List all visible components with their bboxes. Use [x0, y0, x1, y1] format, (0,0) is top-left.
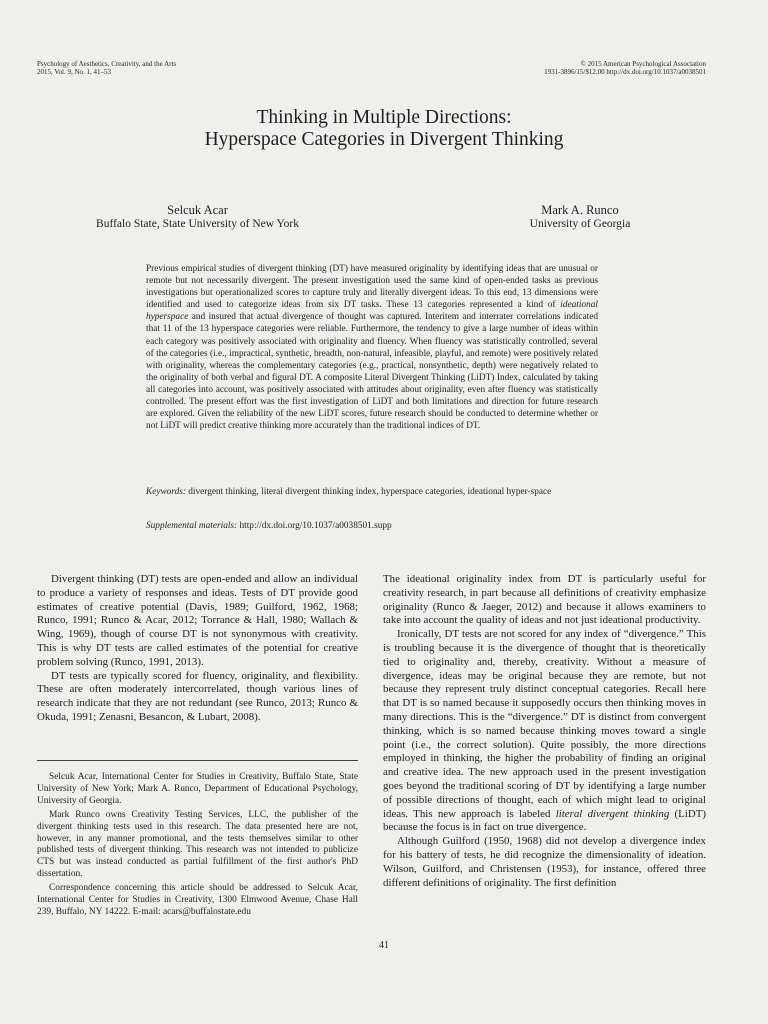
footnote-disclosure: Mark Runco owns Creativity Testing Services, LLC, the publisher of the divergent thinking tests used in this research. The data presented here are not, however, in any manner promotional, and the tests themselves similar to other published tests of divergent thinking. This research was not intended to publicize CTS but was instead conducted as partial fulfillment of the first author's PhD dissertation. — [37, 809, 358, 880]
copyright-line: © 2015 American Psychological Association — [580, 60, 706, 68]
supplemental-label: Supplemental materials: — [146, 521, 238, 531]
title-line-1: Thinking in Multiple Directions: — [256, 107, 512, 128]
keywords-label: Keywords: — [146, 487, 186, 497]
journal-header — [37, 60, 176, 76]
author-1-affiliation: Buffalo State, State University of New York — [96, 218, 299, 230]
article-title — [0, 107, 768, 151]
body-paragraph: Although Guilford (1950, 1968) did not develop a divergence index for his battery of tests, he did recognize the dimensionality of ideation. Wilson, Guilford, and Christensen (1953), for instance, offered three different definitions of originality. The first definition — [383, 835, 706, 889]
body-text: Ironically, DT tests are not scored for any index of “divergence.” This is troubling because it is the divergence of thought that is theoretically tied to originality and, thereby, creativity. Without a measure of divergence, ideas may be original because they are remote, but not because they represent truly distinct conceptual categories. Recall here that DT is so named because it supposedly occurs then thinking moves in many directions. This is the “divergence.” DT is distinct from convergent thinking, which is so named because thinking moves toward a single point (i.e., the correct solution). Quite possibly, the more directions employed in thinking, the higher the probability of finding an original and creative idea. The new approach used in the present investigation goes beyond the traditional scoring of DT by identifying a large number of possible directions of thought, each of which might lead to original ideas. This new approach is labeled — [383, 628, 706, 820]
body-left-column — [37, 573, 358, 725]
journal-volume: 2015, Vol. 9, No. 1, 41–53 — [37, 68, 112, 76]
copyright-header — [544, 60, 706, 76]
body-paragraph: Divergent thinking (DT) tests are open-ended and allow an individual to produce a variety of responses and ideas. Tests of DT provide good estimates of creative potential (Davis, 1989; Guilford, 1962, 1968; Runco, 1991; Runco & Acar, 2012; Torrance & Hall, 1980; Wallach & Wing, 1969), though of course DT is not synonymous with creativity. This is why DT tests are called estimates of the potential for creative problem solving (Runco, 1991, 2013). — [37, 573, 358, 668]
footnote-divider — [37, 760, 358, 761]
doi-line: 1931-3896/15/$12.00 http://dx.doi.org/10.1037/a0038501 — [544, 68, 706, 76]
footnote-affiliations: Selcuk Acar, International Center for Studies in Creativity, Buffalo State, State University of New York; Mark A. Runco, Department of Educational Psychology, University of Georgia. — [37, 772, 358, 806]
abstract-text-1: Previous empirical studies of divergent thinking (DT) have measured originality by identifying ideas that are unusual or remote but not necessarily divergent. The present investigation used the same kind of open-ended tasks as previous investigations but operationalized scores to capture truly and literally divergent ideas. To this end, 13 dimensions were identified and used to categorize ideas from six DT tasks. These 13 categories represented a kind of — [146, 264, 598, 311]
supplemental-materials — [146, 520, 598, 532]
keywords-text: divergent thinking, literal divergent thinking index, hyperspace categories, ideational hyper-space — [185, 487, 552, 497]
title-line-2: Hyperspace Categories in Divergent Thinking — [204, 129, 564, 150]
body-paragraph: The ideational originality index from DT is particularly useful for creativity research, in part because all definitions of creativity emphasize originality (Runco & Jaeger, 2012) and because it allows examiners to take into account the quality of ideas and not just ideational productivity. — [383, 573, 706, 627]
abstract — [146, 263, 598, 432]
author-1-name: Selcuk Acar — [167, 203, 228, 217]
supplemental-link[interactable]: http://dx.doi.org/10.1037/a0038501.supp — [237, 521, 392, 531]
body-paragraph — [383, 628, 706, 835]
footnote-correspondence: Correspondence concerning this article should be addressed to Selcuk Acar, International Center for Studies in Creativity, 1300 Elmwood Avenue, Chase Hall 239, Buffalo, NY 14222. E-mail: acars@buffalostate.edu — [37, 883, 358, 917]
author-1 — [60, 203, 335, 231]
body-text: (LiDT) because the focus is in fact on true divergence. — [383, 807, 707, 834]
footnotes — [37, 772, 358, 921]
journal-name: Psychology of Aesthetics, Creativity, and the Arts — [37, 60, 177, 68]
page-number: 41 — [379, 940, 389, 951]
body-italic-term: literal divergent thinking — [555, 807, 670, 820]
keywords — [146, 486, 598, 498]
body-paragraph: DT tests are typically scored for fluency, originality, and flexibility. These are often moderately intercorrelated, though various lines of research indicate that they are not redundant (see Runco, 2013; Runco & Okuda, 1991; Zenasni, Besancon, & Lubart, 2008). — [37, 669, 358, 723]
author-2 — [455, 203, 705, 231]
author-2-name: Mark A. Runco — [541, 203, 619, 217]
abstract-italic: ideational hyperspace — [146, 300, 598, 323]
abstract-text-2: and insured that actual divergence of thought was captured. Interitem and interrater correlations indicated that 11 of the 13 hyperspace categories were reliable. Furthermore, the tendency to give a large number of ideas within each category was positively associated with originality and fluency. When fluency was statistically controlled, several of the categories (i.e., impractical, synthetic, breadth, non-natural, infeasible, playful, and remote) were positively related with originality, whereas the complementary categories (e.g., practical, nonsynthetic, depth) were negatively related to the originality of both verbal and figural DT. A composite Literal Divergent Thinking (LiDT) Index, calculated by taking all categories into account, was positively associated with attitudes about originality, even after fluency was statistically controlled. The present effort was the first investigation of LiDT and both limitations and direction for future research are explored. Given the reliability of the new LiDT scores, future research should be conducted to determine whether or not LiDT will predict creative thinking more accurately than the traditional indices of DT. — [146, 312, 598, 432]
author-2-affiliation: University of Georgia — [529, 218, 631, 230]
body-right-column — [383, 573, 706, 890]
